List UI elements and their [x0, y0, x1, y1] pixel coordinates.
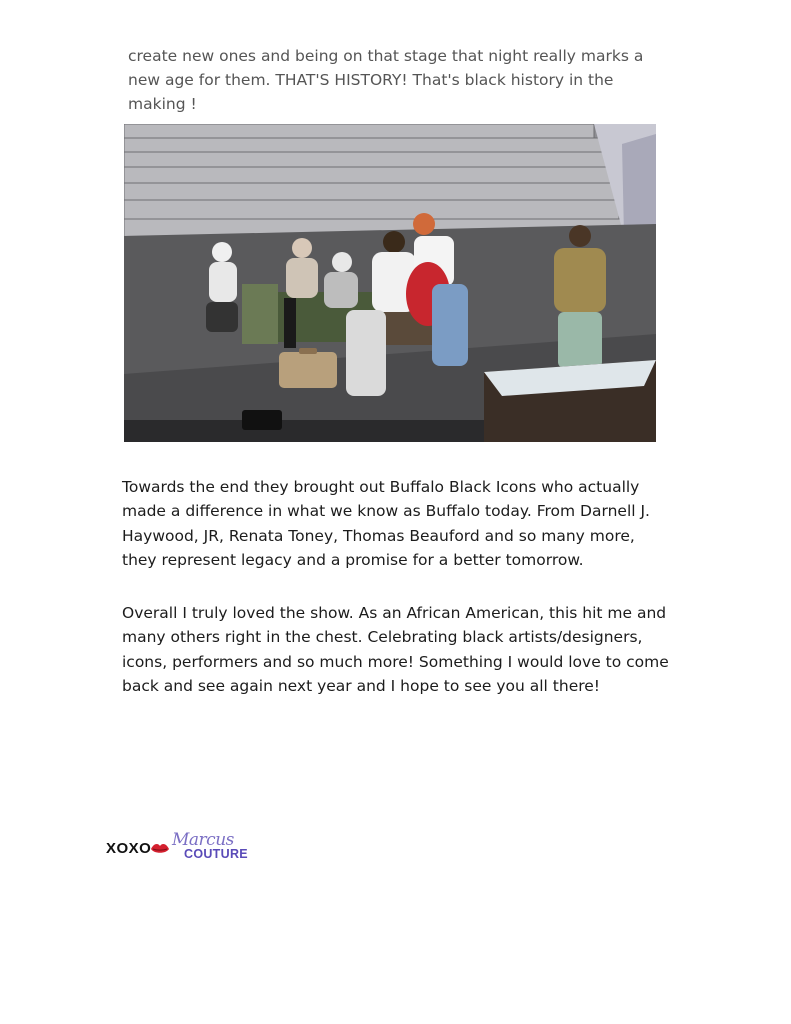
stage-performance-photo [124, 124, 656, 442]
signature-logo [106, 832, 276, 864]
paragraph-buffalo-icons: Towards the end they brought out Buffalo Black Icons who actually made a difference in what we know as Buffalo today. From Darnell J. Haywood, JR, Renata Toney, Thomas Beauford and so many more, they represent legacy and a promise for a better tomorrow. [122, 478, 650, 569]
lips-icon [150, 841, 170, 860]
paragraph-overall: Overall I truly loved the show. As an African American, this hit me and many others right in the chest. Celebrating black artists/designers, icons, performers and so much more! Something I would love to come back and see again next year and I hope to see you all there! [122, 604, 669, 695]
signature-brand: COUTURE [184, 847, 248, 861]
xoxo-text: XOXO [106, 840, 152, 857]
signature-script: Marcus [172, 830, 234, 850]
intro-paragraph: create new ones and being on that stage that night really marks a new age for them. THAT'S HISTORY! That's black history in the making ! [128, 47, 644, 113]
